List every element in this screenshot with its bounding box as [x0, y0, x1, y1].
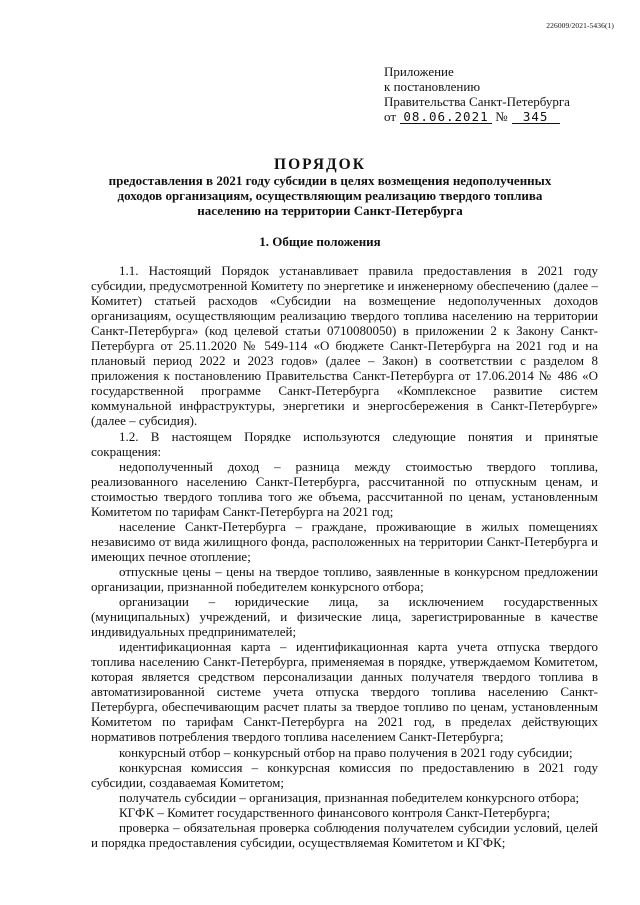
definition-population: население Санкт-Петербурга – граждане, проживающие в жилых помещениях независимо от вида жилищного фонда, расположенных на территории Санкт-Петербурга и имеющих печное отопление; — [91, 518, 598, 564]
approval-government-label: Правительства Санкт-Петербурга — [384, 94, 570, 109]
approval-number-label: № — [495, 109, 508, 124]
approval-block — [384, 64, 570, 124]
approval-date: 08.06.2021 — [400, 110, 492, 124]
definition-competitive-selection: конкурсный отбор – конкурсный отбор на право получения в 2021 году субсидии; — [119, 744, 573, 760]
definition-kgfk: КГФК – Комитет государственного финансового контроля Санкт-Петербурга; — [119, 804, 551, 820]
paragraph-1-2: 1.2. В настоящем Порядке используются следующие понятия и принятые сокращения: — [91, 428, 598, 459]
approval-number: 345 — [512, 110, 560, 124]
approval-date-number-line — [384, 109, 570, 124]
approval-resolution-label: к постановлению — [384, 79, 481, 94]
document-title: ПОРЯДОК — [274, 156, 366, 173]
definition-organizations: организации – юридические лица, за исключением государственных (муниципальных) учреждений, и физические лица, зарегистрированные в качестве индивидуальных предпринимателей; — [91, 594, 598, 640]
definition-identification-card: идентификационная карта – идентификационная карта учета отпуска твердого топлива населению Санкт-Петербурга, применяемая в порядке, утверждаемом Комитетом, которая является средством персонализации данных получателя твердого топлива в автоматизированной системе учета отпуска твердого топлива населению Санкт-Петербурга, обеспечивающим расчет платы за твердое топливо по ценам, установленным Комитетом по тарифам Санкт-Петербурга на 2021 год, в пределах действующих нормативов потребления твердого топлива населением Санкт-Петербурга; — [91, 639, 598, 745]
definition-competition-commission: конкурсная комиссия – конкурсная комиссия по предоставлению в 2021 году субсидии, создаваемая Комитетом; — [91, 759, 598, 790]
approval-appendix-label: Приложение — [384, 64, 454, 79]
document-subtitle: предоставления в 2021 году субсидии в целях возмещения недополученных доходов организациям, осуществляющим реализацию твердого топлива населению на территории Санкт-Петербурга — [108, 173, 552, 218]
approval-from-label: от — [384, 109, 397, 124]
definition-lost-income: недополученный доход – разница между стоимостью твердого топлива, реализованного населению Санкт-Петербурга, рассчитанной по отпускным ценам, и стоимостью твердого топлива того же объема, рассчитанной по ценам, установленным Комитетом по тарифам Санкт-Петербурга на 2021 год; — [91, 458, 598, 519]
section-title: 1. Общие положения — [259, 234, 381, 249]
definition-selling-prices: отпускные цены – цены на твердое топливо, заявленные в конкурсном предложении организации, признанной победителем конкурсного отбора; — [91, 563, 598, 594]
document-body — [91, 263, 598, 850]
definition-inspection: проверка – обязательная проверка соблюдения получателем субсидии условий, целей и порядка предоставления субсидии, осуществляемая Комитетом и КГФК; — [91, 819, 598, 850]
definition-subsidy-recipient: получатель субсидии – организация, признанная победителем конкурсного отбора; — [119, 789, 580, 805]
paragraph-1-1: 1.1. Настоящий Порядок устанавливает правила предоставления в 2021 году субсидии, предусмотренной Комитету по энергетике и инженерному обеспечению (далее – Комитет) статьей расходов «Субсидии на возмещение недополученных доходов организациям, осуществляющим реализацию твердого топлива населению на территории Санкт-Петербурга» (код целевой статьи 0710080050) в приложении 2 к Закону Санкт-Петербурга от 25.11.2020 № 549-114 «О бюджете Санкт-Петербурга на 2021 год и на плановый период 2022 и 2023 годов» (далее – Закон) в соответствии с разделом 8 приложения к постановлению Правительства Санкт-Петербурга от 17.06.2014 № 486 «О государственной программе Санкт-Петербурга «Комплексное развитие систем коммунальной инфраструктуры, энергетики и энергосбережения в Санкт-Петербурге» (далее – субсидия). — [91, 263, 598, 429]
document-registration-number: 226009/2021-5436(1) — [546, 21, 614, 30]
